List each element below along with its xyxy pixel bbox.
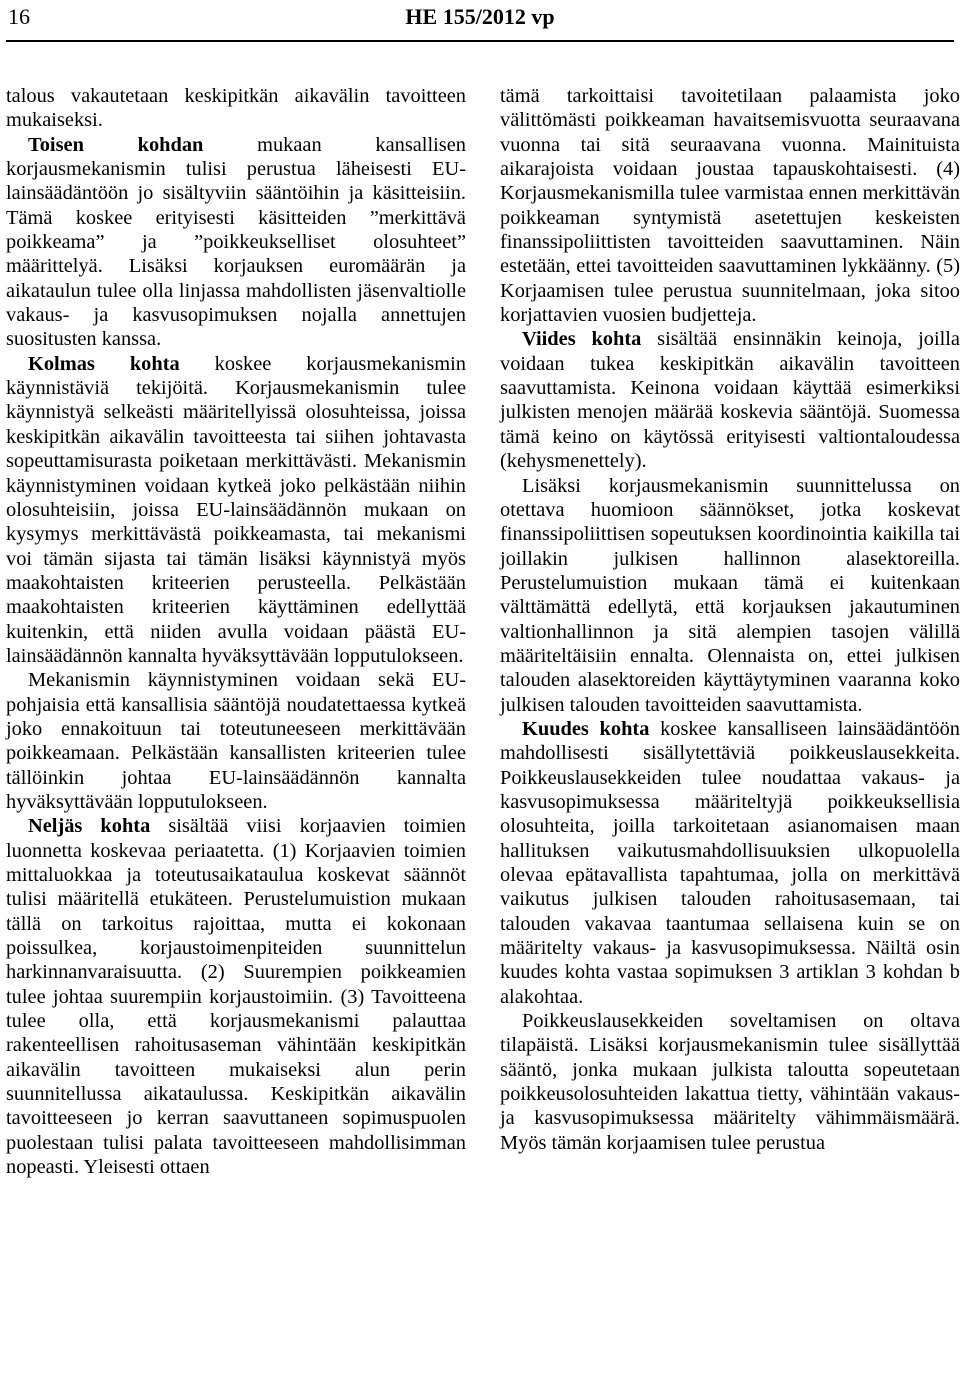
paragraph-text: talous vakautetaan keskipitkän aikavälin tavoitteen mukaiseksi.: [6, 85, 466, 132]
page-header: [0, 0, 960, 42]
paragraph: [6, 84, 466, 133]
paragraph-heading: Toisen kohdan: [28, 133, 204, 156]
paragraph: [500, 717, 960, 1009]
paragraph: [500, 474, 960, 717]
paragraph-text: koskee kansalliseen lainsäädäntöön mahdollisesti sisällytettäviä poikkeuslausekkeita. Poikkeuslausekkeiden tulee noudattaa vakaus- ja kasvusopimuksessa määriteltyjä poikkeuksellisia olosuhteita, joilla tarkoitetaan asianomaisen maan hallituksen vaikutusmahdollisuuksien ulkopuolella olevaa epätavallista tapahtumaa, jolla on merkittävä vaikutus julkisen talouden rahoitusasemaan, tai talouden vakavaa taantumaa sellaisena kuin se on määritelty vakaus- ja kasvusopimuksessa. Näiltä osin kuudes kohta vastaa sopimuksen 3 artiklan 3 kohdan b alakohtaa.: [500, 717, 960, 1008]
paragraph-heading: Viides kohta: [522, 328, 642, 351]
paragraph: [6, 133, 466, 352]
paragraph-text: tämä tarkoittaisi tavoitetilaan palaamista joko välittömästi poikkeaman havaitsemisvuotta seuraavana vuonna tai sitä seuraavana vuonna. Mainituista aikarajoista voidaan joustaa tapauskohtaisesti. (4) Korjausmekanismilla tulee varmistaa ennen merkittävän poikkeaman syntymistä asetettujen keskeisten finanssipoliittisten tavoitteiden saavuttaminen. Näin estetään, ettei tavoitteiden saavuttaminen lykkäänny. (5) Korjaamisen tulee perustua suunnitelmaan, joka sitoo korjattavien vuosien budjetteja.: [500, 85, 960, 327]
right-column: [500, 84, 960, 1155]
page-number: 16: [8, 4, 30, 29]
paragraph-text: mukaan kansallisen korjausmekanismin tulisi perustua läheisesti EU-lainsäädäntöön jo sisältyviin sääntöihin ja käsitteisiin. Tämä koskee erityisesti käsitteiden ”merkittävä poikkeama” ja ”poikkeukselliset olosuhteet” määrittelyä. Lisäksi korjauksen euromäärän ja aikataulun tulee olla linjassa mahdollisten jäsenvaltiolle vakaus- ja kasvusopimuksen nojalla annettujen suositusten kanssa.: [6, 133, 466, 351]
paragraph: [6, 814, 466, 1179]
paragraph: [500, 327, 960, 473]
paragraph-text: Mekanismin käynnistyminen voidaan sekä EU-pohjaisia että kansallisia sääntöjä noudatettaessa kytkeä joko ennakoituun tai toteutuneeseen merkittävään poikkeamaan. Pelkästään kansallisten kriteerien tulee tällöinkin johtaa EU-lainsäädännön kannalta hyväksyttävään lopputulokseen.: [6, 669, 466, 813]
paragraph-heading: Neljäs kohta: [28, 815, 151, 838]
paragraph-heading: Kolmas kohta: [28, 352, 180, 375]
paragraph-text: sisältää viisi korjaavien toimien luonnetta koskevaa periaatetta. (1) Korjaavien toimien mittaluokkaa ja toteutusaikataulua koskevat säännöt tulisi määritellä etukäteen. Perustelumuistion mukaan tällä on tarkoitus rajoittaa, mutta ei kokonaan poissulkea, korjaustoimenpiteiden suunnittelun harkinnanvaraisuutta. (2) Suurempien poikkeamien tulee johtaa suurempiin korjaustoimiin. (3) Tavoitteena tulee olla, että korjausmekanismi palauttaa rakenteellisen rahoitusaseman vähintään keskipitkän aikavälin tavoitteen mukaiseksi alun perin suunnitellussa aikataulussa. Keskipitkän aikavälin tavoitteeseen jo kerran saavuttaneen sopimuspuolen puolestaan tulisi palata tavoitteeseen mahdollisimman nopeasti. Yleisesti ottaen: [6, 815, 466, 1179]
left-column: [6, 84, 466, 1179]
paragraph-text: Poikkeuslausekkeiden soveltamisen on oltava tilapäistä. Lisäksi korjausmekanismin tulee sisällyttää sääntö, jonka mukaan julkista taloutta sopeutetaan poikkeusolosuhteiden lakattua tietty, vähintään vakaus- ja kasvusopimuksessa määritelty vähimmäismäärä. Myös tämän korjaamisen tulee perustua: [500, 1010, 960, 1154]
paragraph-text: koskee korjausmekanismin käynnistäviä tekijöitä. Korjausmekanismin tulee käynnistyä selkeästi määritellyissä olosuhteissa, joissa keskipitkän aikavälin tavoitteesta tai siihen johtavasta sopeuttamisurasta poiketaan merkittävästi. Mekanismin käynnistyminen voidaan kytkeä joko pelkästään niihin olosuhteisiin, joissa EU-lainsäädännön mukaan on kysymys merkittävästä poikkeamasta, tai mekanismi voi tämän sijasta tai tämän lisäksi käynnistyä myös maakohtaisten kriteerien perusteella. Pelkästään maakohtaisten kriteerien käyttäminen edellyttää kuitenkin, että niiden avulla voidaan päästä EU-lainsäädännön kannalta hyväksyttävään lopputulokseen.: [6, 352, 466, 667]
document-id: HE 155/2012 vp: [405, 4, 555, 29]
paragraph-text: Lisäksi korjausmekanismin suunnittelussa on otettava huomioon säännökset, jotka koskevat finanssipoliittisen sopeutuksen koordinointia kaikilla tai joillakin julkisen hallinnon alasektoreilla. Perustelumuistion mukaan tämä ei kuitenkaan välttämättä edellytä, että korjauksen jakautuminen valtionhallinnon ja sitä alempien tasojen välillä määriteltäisiin ennalta. Olennaista on, ettei julkisen talouden alasektoreiden käyttäytyminen vaaranna koko julkisen talouden tavoitteiden saavuttamista.: [500, 474, 960, 716]
paragraph-text: sisältää ensinnäkin keinoja, joilla voidaan tukea keskipitkän aikavälin tavoitteen saavuttamista. Keinona voidaan käyttää esimerkiksi julkisten menojen määrää koskevia sääntöjä. Suomessa tämä keino on käytössä erityisesti valtiontaloudessa (kehysmenettely).: [500, 328, 960, 473]
paragraph: [6, 352, 466, 668]
paragraph: [500, 1009, 960, 1155]
paragraph: [6, 668, 466, 814]
paragraph-heading: Kuudes kohta: [522, 717, 650, 740]
header-rule: [6, 40, 954, 42]
paragraph: [500, 84, 960, 327]
